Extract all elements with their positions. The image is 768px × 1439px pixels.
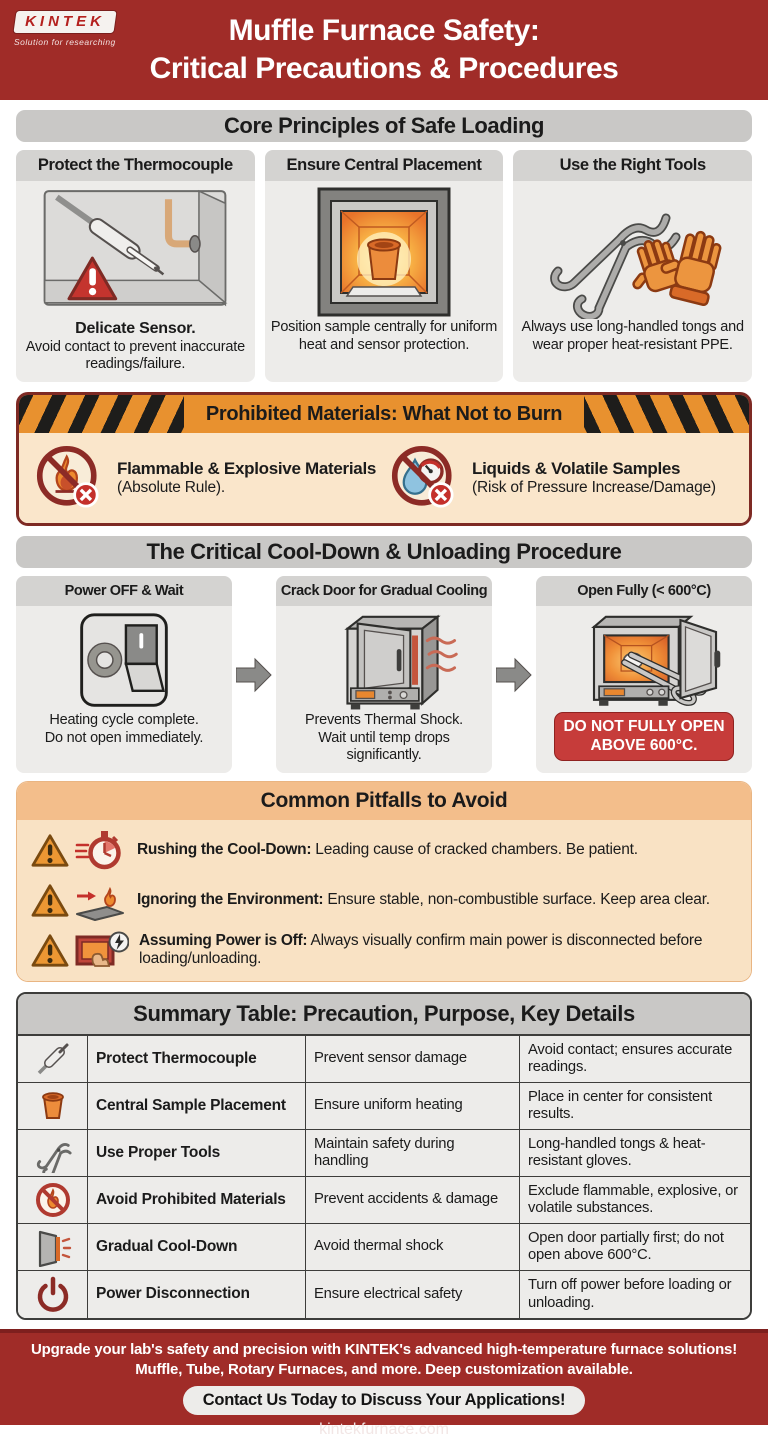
prohibited-item-liquids: [388, 442, 735, 514]
card-body: [16, 181, 255, 382]
hazard-stripes-right-icon: [584, 395, 749, 433]
card-caption: [271, 319, 498, 354]
step-heading: Crack Door for Gradual Cooling: [276, 576, 492, 606]
table-cell-details: Place in center for consistent results.: [520, 1083, 750, 1130]
card-caption: [519, 319, 746, 354]
table-cell-details: Open door partially first; do not open above 600°C.: [520, 1224, 750, 1271]
summary-table: [18, 1036, 750, 1318]
step-caption-line2: Do not open immediately.: [44, 729, 204, 746]
warning-badge-line1: DO NOT FULLY OPEN: [563, 718, 725, 736]
infographic-body: [0, 100, 768, 1320]
stopwatch-icon: [75, 829, 121, 871]
footer-banner: [0, 1329, 768, 1439]
table-cell-precaution: Use Proper Tools: [88, 1130, 306, 1177]
card-protect-thermocouple: [16, 150, 255, 382]
cracked-door-furnace-illustration: [284, 610, 484, 712]
table-cell-details: Turn off power before loading or unloading.: [528, 1277, 732, 1311]
do-not-open-warning-badge: [554, 712, 733, 761]
prohibited-item-text: [472, 459, 716, 497]
table-row-icon-cell: [18, 1036, 88, 1083]
summary-table-title: Summary Table: Precaution, Purpose, Key Details: [18, 994, 750, 1036]
table-row-icon-cell: [18, 1224, 88, 1271]
step-body: [536, 606, 752, 773]
table-cell-purpose: Prevent accidents & damage: [306, 1177, 520, 1224]
kintek-logo-box: [12, 10, 117, 34]
step-caption: [45, 712, 204, 747]
hazard-stripes-left-icon: [19, 395, 184, 433]
card-heading: Ensure Central Placement: [265, 150, 504, 181]
table-row-icon-cell: [18, 1083, 88, 1130]
pitfall-detail: Leading cause of cracked chambers. Be patient.: [311, 840, 638, 858]
step-body: [16, 606, 232, 773]
power-switch-illustration: [44, 610, 204, 712]
pitfalls-title: Common Pitfalls to Avoid: [17, 782, 751, 820]
pitfall-lead: Rushing the Cool-Down:: [137, 840, 312, 858]
card-right-tools: [513, 150, 752, 382]
door-cooldown-icon: [32, 1227, 74, 1267]
card-caption-text: Position sample centrally for uniform heat and sensor protection.: [270, 319, 498, 353]
pitfall-icons: [31, 829, 127, 871]
prohibited-header: [19, 395, 749, 433]
card-central-placement: [265, 150, 504, 382]
table-cell-precaution: Gradual Cool-Down: [88, 1224, 306, 1271]
prohibited-item-text: [117, 459, 376, 497]
card-heading: Use the Right Tools: [513, 150, 752, 181]
prohibited-body: [19, 433, 749, 523]
prohibited-item-flammable: [33, 442, 380, 514]
table-cell-precaution: Central Sample Placement: [88, 1083, 306, 1130]
step-heading: Open Fully (< 600°C): [536, 576, 752, 606]
step-power-off: [16, 576, 232, 773]
step-heading: Power OFF & Wait: [16, 576, 232, 606]
prohibited-materials-section: [16, 392, 752, 526]
open-furnace-illustration: [544, 610, 744, 710]
prohibited-item-subtitle: (Risk of Pressure Increase/Damage): [472, 479, 716, 497]
pitfall-icons: [31, 879, 127, 921]
step-caption: [280, 712, 488, 765]
table-row-icon-cell: [18, 1271, 88, 1318]
table-cell-precaution: Power Disconnection: [88, 1271, 306, 1318]
arrow-right-icon: [236, 653, 272, 697]
card-caption: [22, 319, 249, 374]
card-caption-text: Avoid contact to prevent inaccurate readings/failure.: [25, 338, 245, 373]
table-cell-precaution: Protect Thermocouple: [88, 1036, 306, 1083]
pitfall-detail: Always visually confirm main power is disconnected before loading/unloading.: [139, 931, 703, 968]
warning-badge-line2: ABOVE 600°C.: [590, 736, 698, 754]
page-title-line1: Muffle Furnace Safety:: [228, 14, 540, 47]
section-title-cooldown: The Critical Cool-Down & Unloading Procedure: [16, 536, 752, 568]
tongs-gloves-illustration: [526, 185, 740, 319]
surface-flame-icon: [75, 879, 125, 921]
summary-table-section: [16, 992, 752, 1320]
step-caption-line1: Heating cycle complete.: [49, 712, 199, 729]
contact-cta-button[interactable]: Contact Us Today to Discuss Your Applications!: [183, 1386, 585, 1415]
prohibited-title: Prohibited Materials: What Not to Burn: [205, 402, 563, 425]
table-cell-purpose: Avoid thermal shock: [306, 1224, 520, 1271]
no-flame-icon: [32, 1180, 74, 1220]
prohibited-item-title: Liquids & Volatile Samples: [472, 459, 681, 479]
table-cell-purpose: Prevent sensor damage: [306, 1036, 520, 1083]
pitfall-ignoring-environment: [31, 879, 737, 921]
website-link[interactable]: kintekfurnace.com: [319, 1421, 449, 1439]
arrow-right-icon: [496, 653, 532, 697]
pitfall-text: [137, 891, 710, 910]
kintek-logo-tagline: Solution for researching: [14, 37, 116, 47]
pitfall-icons: [31, 929, 129, 971]
cooldown-steps: [16, 576, 752, 773]
table-cell-details: Exclude flammable, explosive, or volatile substances.: [520, 1177, 750, 1224]
tongs-icon: [32, 1133, 74, 1173]
thermocouple-icon: [32, 1039, 74, 1079]
common-pitfalls-section: [16, 781, 752, 982]
power-panel-icon: [75, 929, 129, 971]
pitfall-assuming-power-off: [31, 929, 737, 971]
table-cell-details: Avoid contact; ensures accurate readings.: [520, 1036, 750, 1083]
footer-message: Upgrade your lab's safety and precision with KINTEK's advanced high-temperature furnace solutions! Muffle, Tube, Rotary Furnaces, and more. Deep customization available.: [30, 1341, 737, 1378]
card-body: [265, 181, 504, 382]
pitfall-text: [137, 841, 638, 860]
step-body: [276, 606, 492, 773]
warning-triangle-icon: [31, 832, 69, 868]
table-cell-purpose: Ensure uniform heating: [306, 1083, 520, 1130]
table-row-icon-cell: [18, 1177, 88, 1224]
pitfall-lead: Assuming Power is Off:: [139, 931, 308, 949]
power-icon: [32, 1275, 74, 1315]
step-open-fully: [536, 576, 752, 773]
pitfall-lead: Ignoring the Environment:: [137, 890, 324, 908]
thermocouple-illustration: [28, 185, 242, 319]
card-caption-bold: Delicate Sensor.: [75, 320, 196, 337]
table-row-icon-cell: [18, 1130, 88, 1177]
prohibited-item-title: Flammable & Explosive Materials: [117, 459, 377, 479]
card-heading: Protect the Thermocouple: [16, 150, 255, 181]
table-cell-details: Long-handled tongs & heat-resistant gloves.: [520, 1130, 750, 1177]
header-banner: [0, 0, 768, 100]
card-body: [513, 181, 752, 382]
table-cell-precaution: Avoid Prohibited Materials: [88, 1177, 306, 1224]
table-cell-purpose: Ensure electrical safety: [306, 1271, 520, 1318]
step-caption-line1: Prevents Thermal Shock.: [305, 712, 463, 729]
no-liquids-icon: [388, 442, 460, 514]
pitfalls-body: [17, 820, 751, 981]
warning-triangle-icon: [31, 932, 69, 968]
prohibited-item-subtitle: (Absolute Rule).: [117, 479, 225, 497]
page-title-line2: Critical Precautions & Procedures: [149, 51, 619, 85]
core-principles-cards: [16, 150, 752, 382]
pitfall-rushing-cooldown: [31, 829, 737, 871]
table-cell-purpose: Maintain safety during handling: [306, 1130, 520, 1177]
pitfall-detail: Ensure stable, non-combustible surface. Keep area clear.: [323, 890, 710, 908]
step-crack-door: [276, 576, 492, 773]
furnace-chamber-illustration: [277, 185, 491, 319]
no-flame-icon: [33, 442, 105, 514]
step-caption-line2: Wait until temp drops significantly.: [318, 729, 450, 764]
pitfall-text: [139, 932, 737, 969]
kintek-logo: [14, 10, 116, 47]
section-title-core-principles: Core Principles of Safe Loading: [16, 110, 752, 142]
warning-triangle-icon: [31, 882, 69, 918]
card-caption-text: Always use long-handled tongs and wear proper heat-resistant PPE.: [521, 319, 744, 353]
crucible-icon: [32, 1086, 74, 1126]
kintek-logo-text: KINTEK: [25, 13, 105, 30]
